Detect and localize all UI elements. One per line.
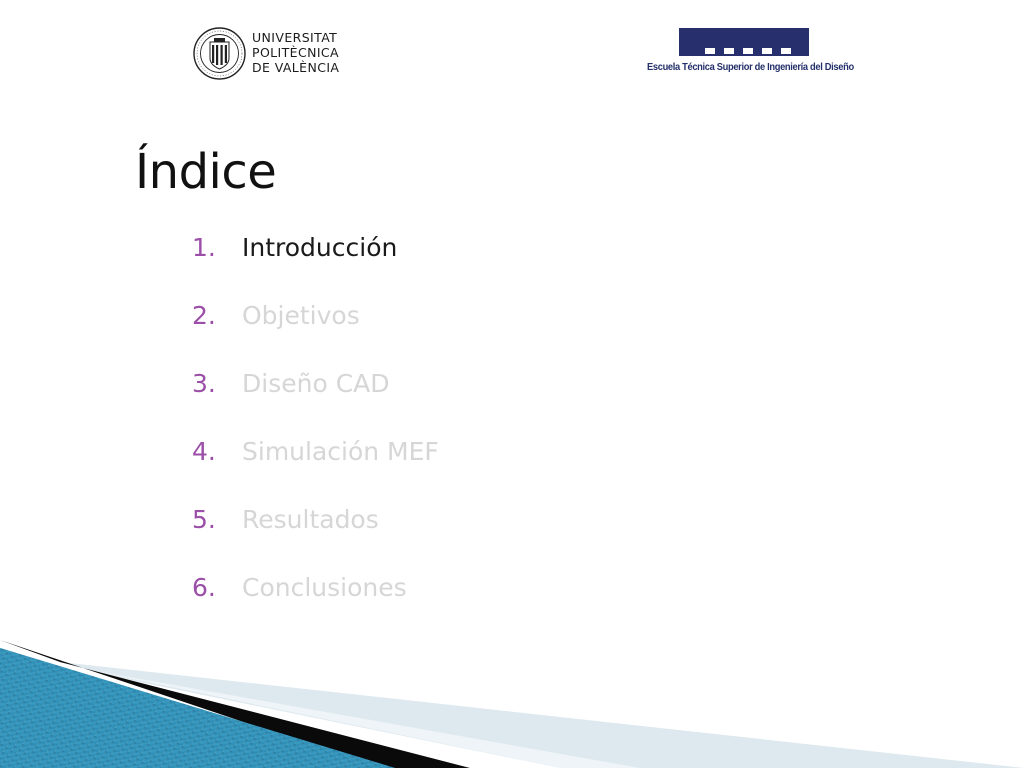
index-number: 4. (192, 437, 216, 466)
upv-line-1: UNIVERSITAT (252, 30, 338, 45)
index-number: 1. (192, 233, 216, 262)
index-number: 3. (192, 369, 216, 398)
index-label: Introducción (242, 233, 398, 262)
index-item-simulacion-mef (192, 434, 439, 502)
index-label: Resultados (242, 505, 379, 534)
index-item-conclusiones (192, 570, 439, 638)
index-item-introduccion (192, 230, 439, 298)
upv-logo (193, 27, 363, 81)
university-seal-icon (193, 27, 246, 80)
school-logo (647, 26, 854, 78)
index-item-resultados (192, 502, 439, 570)
index-list (192, 230, 439, 638)
decorative-swoosh (0, 640, 1024, 768)
index-number: 5. (192, 505, 216, 534)
index-label: Objetivos (242, 301, 360, 330)
index-label: Simulación MEF (242, 437, 439, 466)
index-item-objetivos (192, 298, 439, 366)
upv-wordmark (252, 30, 339, 75)
school-caption: Escuela Técnica Superior de Ingeniería del Diseño (647, 62, 854, 73)
slide-title: Índice (135, 144, 277, 200)
index-item-diseno-cad (192, 366, 439, 434)
index-number: 6. (192, 573, 216, 602)
index-label: Conclusiones (242, 573, 407, 602)
school-building-icon (679, 28, 809, 56)
upv-line-3: DE VALÈNCIA (252, 60, 340, 75)
index-label: Diseño CAD (242, 369, 390, 398)
upv-line-2: POLITÈCNICA (252, 45, 340, 60)
index-number: 2. (192, 301, 216, 330)
